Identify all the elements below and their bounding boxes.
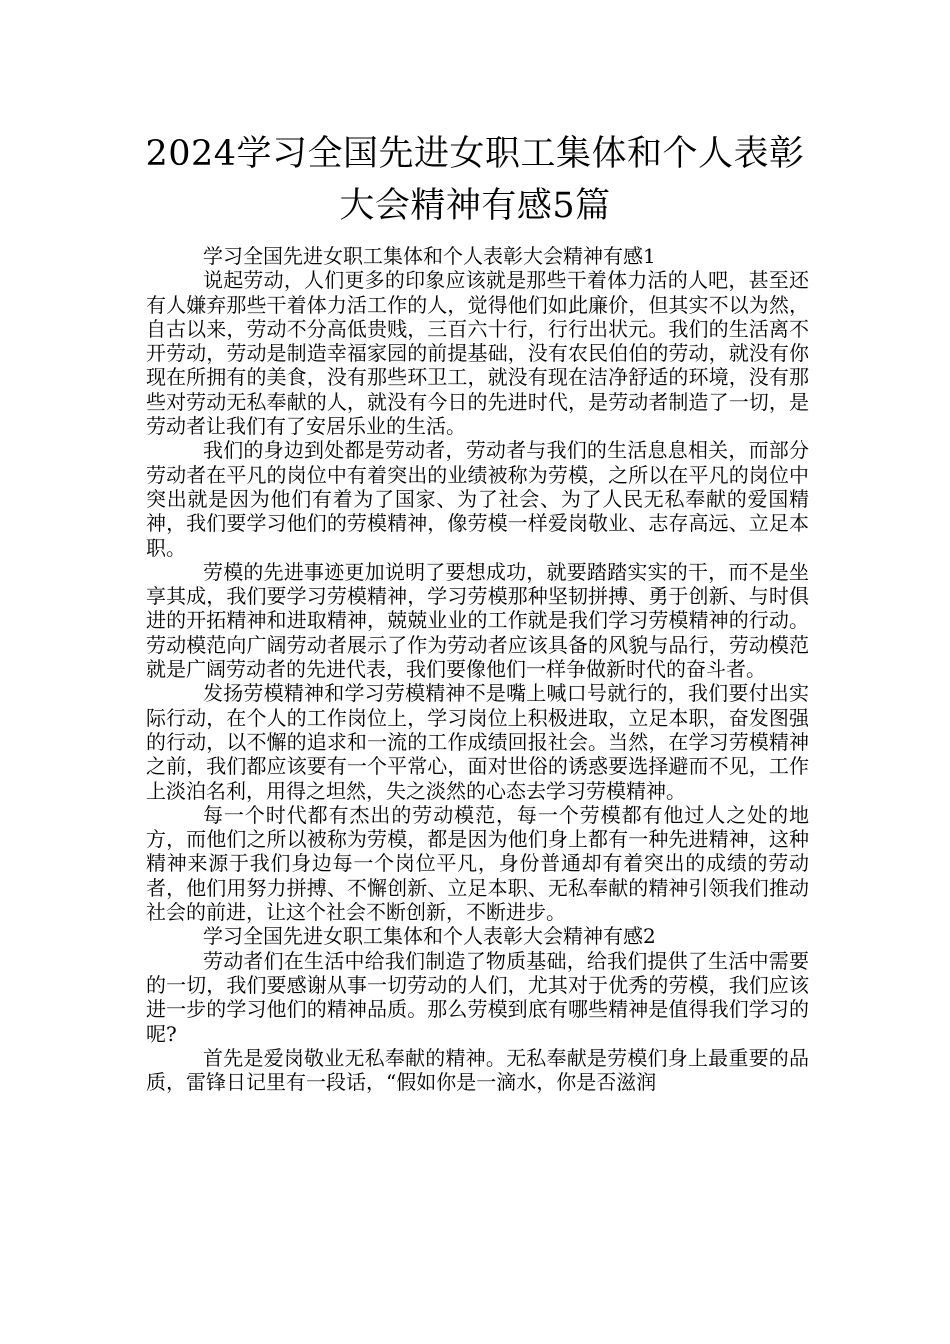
title-line-2: 大会精神有感5篇: [339, 186, 611, 226]
section-subtitle: 学习全国先进女职工集体和个人表彰大会精神有感2: [203, 924, 656, 949]
page-title: [120, 128, 830, 232]
body-paragraph: 劳动者们在生活中给我们制造了物质基础，给我们提供了生活中需要的一切，我们要感谢从事一切劳动的人们，尤其对于优秀的劳模，我们应该进一步的学习他们的精神品质。那么劳模到底有哪些精神是值得我们学习的呢?: [146, 948, 809, 1046]
section-subtitle: 学习全国先进女职工集体和个人表彰大会精神有感1: [203, 244, 656, 268]
body-paragraph: 首先是爱岗敬业无私奉献的精神。无私奉献是劳模们身上最重要的品质，雷锋日记里有一段话，“假如你是一滴水，你是否滋润: [146, 1045, 809, 1095]
body-paragraph: 说起劳动，人们更多的印象应该就是那些干着体力活的人吧，甚至还有人嫌弃那些干着体力活工作的人，觉得他们如此廉价，但其实不以为然，自古以来，劳动不分高低贵贱，三百六十行，行行出状元。我们的生活离不开劳动，劳动是制造幸福家园的前提基础，没有农民伯伯的劳动，就没有你现在所拥有的美食，没有那些环卫工，就没有现在洁净舒适的环境，没有那些对劳动无私奉献的人，就没有今日的先进时代，是劳动者制造了一切，是劳动者让我们有了安居乐业的生活。: [146, 268, 809, 439]
body-paragraph: 每一个时代都有杰出的劳动模范，每一个劳模都有他过人之处的地方，而他们之所以被称为劳模，都是因为他们身上都有一种先进精神，这种精神来源于我们身边每一个岗位平凡，身份普通却有着突出的成绩的劳动者，他们用努力拼搏、不懈创新、立足本职、无私奉献的精神引领我们推动社会的前进，让这个社会不断创新，不断进步。: [146, 802, 809, 925]
body-paragraph: 我们的身边到处都是劳动者，劳动者与我们的生活息息相关，而部分劳动者在平凡的岗位中有着突出的业绩被称为劳模，之所以在平凡的岗位中突出就是因为他们有着为了国家、为了社会、为了人民无私奉献的爱国精神，我们要学习他们的劳模精神，像劳模一样爱岗敬业、志存高远、立足本职。: [146, 438, 809, 560]
body-paragraph: 劳模的先进事迹更加说明了要想成功，就要踏踏实实的干，而不是坐享其成，我们要学习劳模精神，学习劳模那种坚韧拼搏、勇于创新、与时俱进的开拓精神和进取精神，兢兢业业的工作就是我们学习劳模精神的行动。劳动模范向广阔劳动者展示了作为劳动者应该具备的风貌与品行，劳动模范就是广阔劳动者的先进代表，我们要像他们一样争做新时代的奋斗者。: [146, 559, 809, 682]
body-paragraph: 发扬劳模精神和学习劳模精神不是嘴上喊口号就行的，我们要付出实际行动，在个人的工作岗位上，学习岗位上积极进取，立足本职，奋发图强的行动，以不懈的追求和一流的工作成绩回报社会。当然，在学习劳模精神之前，我们都应该要有一个平常心，面对世俗的诱惑要选择避而不见，工作上淡泊名利，用得之坦然，失之淡然的心态去学习劳模精神。: [146, 681, 809, 803]
title-line-1: 2024学习全国先进女职工集体和个人表彰: [145, 134, 805, 174]
document-body: [146, 244, 809, 1094]
